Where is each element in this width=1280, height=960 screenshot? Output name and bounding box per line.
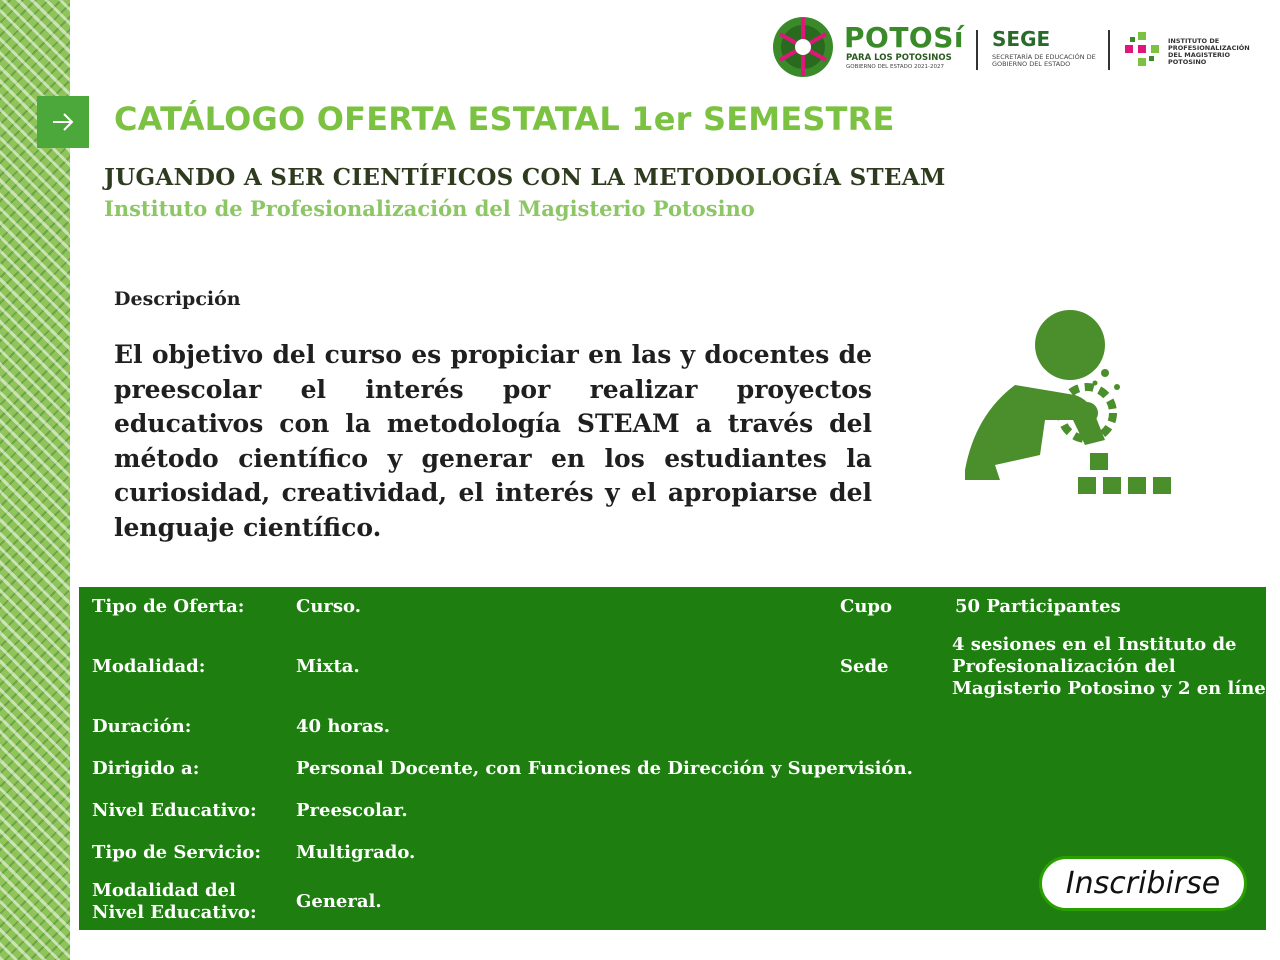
- modalidad-value: Mixta.: [296, 656, 360, 677]
- cupo-value: 50 Participantes: [955, 596, 1121, 617]
- person-building-blocks-gear-icon: [955, 305, 1180, 505]
- sede-value-line-3: Magisterio Potosino y 2 en línea: [952, 678, 1278, 699]
- sede-label: Sede: [840, 656, 889, 677]
- nivel-educativo-label: Nivel Educativo:: [92, 800, 257, 821]
- dirigido-label: Dirigido a:: [92, 758, 200, 779]
- modalidad-nivel-value: General.: [296, 891, 382, 912]
- sege-logo-text: SEGE: [992, 27, 1051, 51]
- tipo-oferta-label: Tipo de Oferta:: [92, 596, 245, 617]
- modalidad-nivel-label-line-1: Modalidad del: [92, 880, 236, 901]
- title-arrow-badge: [37, 96, 89, 148]
- cupo-label: Cupo: [840, 596, 893, 617]
- sede-value-line-2: Profesionalización del: [952, 656, 1176, 677]
- duracion-label: Duración:: [92, 716, 192, 737]
- modalidad-label: Modalidad:: [92, 656, 206, 677]
- tipo-servicio-value: Multigrado.: [296, 842, 416, 863]
- dirigido-value: Personal Docente, con Funciones de Dirección y Supervisión.: [296, 758, 913, 779]
- institute-name: Instituto de Profesionalización del Magisterio Potosino: [104, 196, 755, 221]
- course-title: JUGANDO A SER CIENTÍFICOS CON LA METODOLOGÍA STEAM: [104, 164, 946, 191]
- header-logos: [770, 14, 1260, 80]
- potosi-logo-subtitle: PARA LOS POTOSINOS: [846, 53, 952, 63]
- description-body: El objetivo del curso es propiciar en las y docentes de preescolar el interés por realizar proyectos educativos con la metodología STEAM a través del método científico y generar en los estudiantes la curiosidad, creatividad, el interés y el apropiarse del lenguaje científico.: [114, 340, 872, 542]
- nivel-educativo-value: Preescolar.: [296, 800, 408, 821]
- sede-value-line-1: 4 sesiones en el Instituto de: [952, 634, 1237, 655]
- duracion-value: 40 horas.: [296, 716, 390, 737]
- logo-separator: [976, 30, 978, 70]
- potosi-logo-text: POTOSí: [844, 21, 964, 54]
- arrow-right-icon: [50, 109, 76, 135]
- tipo-oferta-value: Curso.: [296, 596, 361, 617]
- ipm-logo-icon: [1123, 30, 1161, 68]
- catalog-title: CATÁLOGO OFERTA ESTATAL 1er SEMESTRE: [114, 100, 895, 138]
- potosi-logo-icon: [770, 14, 836, 80]
- potosi-logo-period: GOBIERNO DEL ESTADO 2021-2027: [846, 64, 944, 70]
- logo-separator: [1108, 30, 1110, 70]
- ipm-logo-text: INSTITUTO DE PROFESIONALIZACIÓN DEL MAGISTERIO POTOSINO: [1168, 37, 1250, 66]
- tipo-servicio-label: Tipo de Servicio:: [92, 842, 262, 863]
- description-heading: Descripción: [114, 288, 241, 310]
- modalidad-nivel-label-line-2: Nivel Educativo:: [92, 902, 257, 923]
- inscribirse-button[interactable]: Inscribirse: [1039, 856, 1247, 911]
- sege-logo-subtitle: SECRETARÍA DE EDUCACIÓN DE GOBIERNO DEL ESTADO: [992, 53, 1096, 68]
